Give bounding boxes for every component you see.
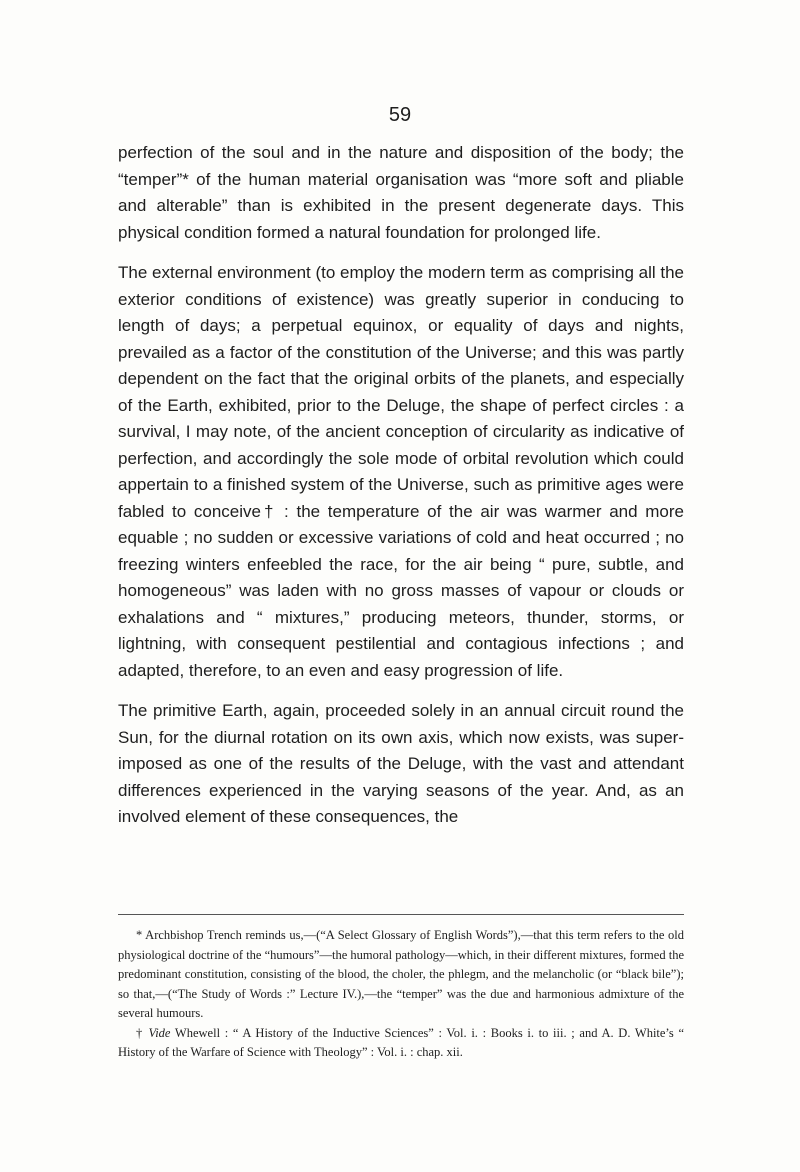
footnote-whewell <box>118 1024 684 1063</box>
paragraph: The external environment (to employ the modern term as comprising all the exterior conditions of existence) was greatly superior in conducing to length of days; a perpetual equinox, or equality of days and nights, prevailed as a factor of the constitution of the Universe; and this was partly dependent on the fact that the original orbits of the planets, and especially of the Earth, exhibited, prior to the Deluge, the shape of perfect circles : a survival, I may note, of the ancient conception of circularity as indicative of perfection, and accordingly the sole mode of orbital revolution which could appertain to a finished system of the Universe, such as primitive ages were fabled to conceive† : the temperature of the air was warmer and more equable ; no sudden or excessive variations of cold and heat occurred ; no freezing winters enfeebled the race, for the air being “ pure, subtle, and homogeneous” was laden with no gross masses of vapour or clouds or exhalations and “ mixtures,” producing meteors, thunder, storms, or lightning, with consequent pestilential and contagious infections ; and adapted, therefore, to an even and easy progression of life. <box>118 263 684 680</box>
paragraph: The primitive Earth, again, proceeded solely in an annual circuit round the Sun, for the diurnal rotation on its own axis, which now exists, was super-imposed as one of the results of the Deluge, with the vast and attendant differences experienced in the varying seasons of the year. And, as an involved element of these consequences, the <box>118 701 684 826</box>
footnote-italic-vide: Vide <box>148 1025 171 1040</box>
footnote-divider <box>118 914 684 915</box>
body-text <box>118 140 684 845</box>
footnotes <box>118 926 684 1063</box>
page-number: 59 <box>388 104 412 126</box>
footnote-reference: Whewell : “ A History of the Inductive Sciences” : Vol. i. : Books i. to iii. ; and A. D. White’s “ History of the Warfare of Science with Theology” : Vol. i. : chap. xii. <box>118 1025 684 1059</box>
dagger-mark: † <box>136 1025 149 1040</box>
paragraph: perfection of the soul and in the nature and disposition of the body; the “temper”* of the human material organisation was “more soft and pliable and alterable” than is exhibited in the present degenerate days. This physical condition formed a natural foundation for prolonged life. <box>118 143 684 242</box>
footnote-humours: * Archbishop Trench reminds us,—(“A Select Glossary of English Words”),—that this term refers to the old physiological doctrine of the “humours”—the humoral pathology—which, in their different mixtures, formed the predominant constitution, consisting of the blood, the choler, the phlegm, and the melancholic (or “black bile”); so that,—(“The Study of Words :” Lecture IV.),—the “temper” was the due and harmonious admixture of the several humours. <box>118 928 684 1020</box>
